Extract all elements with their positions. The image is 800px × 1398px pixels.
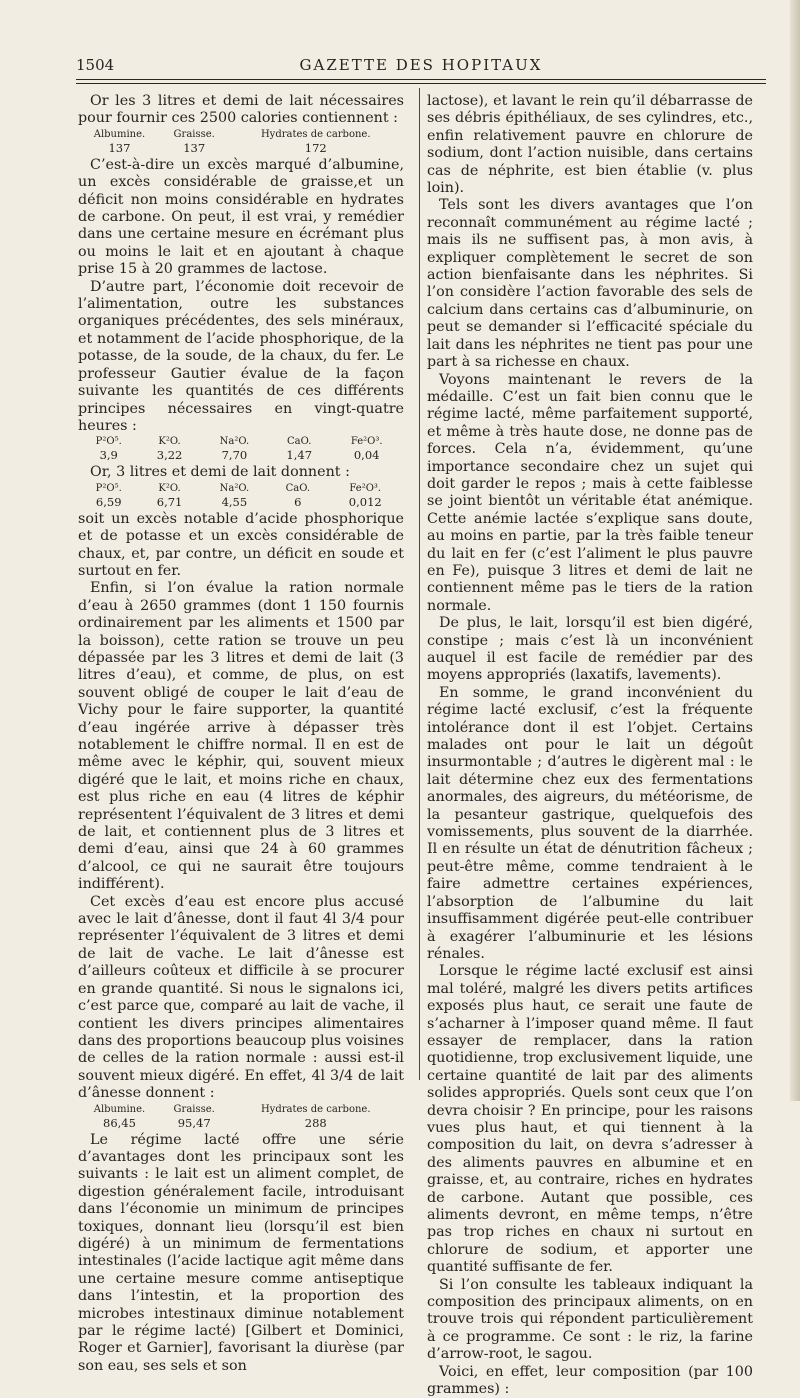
page-edge-shadow — [790, 0, 800, 1101]
table-header: Fe²O³. — [350, 436, 383, 448]
table-header: CaO. — [285, 482, 310, 494]
page-header — [76, 56, 766, 80]
table-header: Albumine. — [93, 1103, 146, 1115]
table-cell: 6,71 — [156, 494, 183, 509]
table-cell: 6,59 — [95, 494, 122, 509]
table-header: Graisse. — [173, 1103, 215, 1115]
paragraph: Cet excès d’eau est encore plus accusé avec le lait d’ânesse, dont il faut 4l 3/4 pour représenter l’équivalent de 3 litres et demi de lait de vache. Le lait d’ânesse est d’ailleurs coûteux et difficile à se procurer en grande quantité. Si nous le signalons ici, c’est parce que, comparé au lait de vache, il contient les divers principes alimentaires dans des proportions beaucoup plus voisines de celles de la ration normale : aussi est-il souvent mieux digéré. En effet, 4l 3/4 de lait d’ânesse donnent : — [78, 893, 404, 1102]
table-cell: 1,47 — [286, 448, 313, 463]
table-header: P²O⁵. — [95, 482, 122, 494]
paragraph: Lorsque le régime lacté exclusif est ainsi mal toléré, malgré les divers petits artifices exposés plus haut, ce serait une faute de s’acharner à l’imposer quand même. Il faut essayer de remplacer, dans la ration quotidienne, trop exclusivement liquide, une certaine quantité de lait par des aliments solides appropriés. Quels sont ceux que l’on devra choisir ? En principe, pour les raisons vues plus haut, et qui tiennent à la composition du lait, on devra s’adresser à des aliments pauvres en albumine et en graisse, et, au contraire, riches en hydrates de carbone. Autant que possible, ces aliments devront, en même temps, n’être pas trop riches en chaux ni surtout en chlorure de sodium, et apporter une quantité suffisante de fer. — [427, 963, 753, 1276]
paragraph: D’autre part, l’économie doit recevoir de l’alimentation, outre les substances organiques précédentes, des sels minéraux, et notamment de l’acide phosphorique, de la potasse, de la soude, de la chaux, du fer. Le professeur Gautier évalue de la façon suivante les quantités de ces différents principes nécessaires en vingt-quatre heures : — [78, 278, 404, 434]
right-column — [427, 93, 753, 1398]
table-header: K²O. — [158, 482, 181, 494]
table-cell: 172 — [304, 140, 327, 155]
donkey-milk-table — [78, 1104, 404, 1130]
table-cell: 86,45 — [103, 1115, 136, 1130]
table-header: Fe²O³. — [349, 482, 382, 494]
table-header: Hydrates de carbone. — [260, 1103, 371, 1115]
column-divider — [419, 88, 420, 1080]
table-cell: 0,012 — [348, 494, 382, 509]
left-column — [78, 93, 404, 1375]
table-header: K²O. — [158, 436, 181, 448]
paragraph: Enfin, si l’on évalue la ration normale d’eau à 2650 grammes (dont 1 150 fournis ordinairement par les aliments et 1500 par la boisson), cette ration se trouve un peu dépassée par les 3 litres et demi de lait (3 litres d’eau), et comme, de plus, on est souvent obligé de couper le lait d’eau de Vichy pour le faire supporter, la quantité d’eau ingérée arrive à dépasser très notablement le chiffre normal. Il en est de même avec le képhir, qui, souvent mieux digéré que le lait, et moins riche en chaux, est plus riche en eau (4 litres de képhir représentent l’équivalent de 3 litres et demi de lait, et contiennent plus de 3 litres et demi d’eau, ainsi que 24 à 60 grammes d’alcool, ce qui ne saurait être toujours indifférent). — [78, 580, 404, 893]
paragraph: Voici, en effet, leur composition (par 100 grammes) : — [427, 1363, 753, 1398]
table-header: P²O⁵. — [95, 436, 122, 448]
table-header: Graisse. — [173, 128, 215, 140]
table-header: Na²O. — [219, 436, 250, 448]
milk-minerals-table — [78, 483, 404, 509]
table-cell: 6 — [294, 494, 302, 509]
paragraph: Le régime lacté offre une série d’avantages dont les principaux sont les suivants : le lait est un aliment complet, de digestion généralement facile, introduisant dans l’économie un minimum de principes toxiques, donnant lieu (lorsqu’il est bien digéré) à un minimum de fermentations intestinales (l’acide lactique agit même dans une certaine mesure comme antiseptique dans l’intestin, et la proportion des microbes intestinaux diminue notablement par le régime lacté) [Gilbert et Dominici, Roger et Garnier], favorisant la diurèse (par son eau, ses sels et son — [78, 1131, 404, 1374]
composition-table-albumine — [78, 129, 404, 155]
table-cell: 0,04 — [353, 448, 380, 463]
table-cell: 137 — [108, 140, 131, 155]
paragraph: lactose), et lavant le rein qu’il débarrasse de ses débris épithéliaux, de ses cylindres, etc., enfin relativement pauvre en chlorure de sodium, dont l’action nuisible, dans certains cas de néphrite, est bien établie (v. plus loin). — [427, 93, 753, 197]
journal-title: GAZETTE DES HOPITAUX — [299, 56, 543, 74]
table-cell: 4,55 — [221, 494, 248, 509]
paragraph: Or les 3 litres et demi de lait nécessaires pour fournir ces 2500 calories contiennent : — [78, 93, 404, 127]
table-header: Na²O. — [219, 482, 250, 494]
header-rule-thin — [76, 83, 766, 84]
table-cell: 3,22 — [156, 448, 183, 463]
header-rule-thick — [76, 79, 766, 80]
table-cell: 137 — [183, 140, 206, 155]
table-cell: 288 — [304, 1115, 327, 1130]
paragraph: En somme, le grand inconvénient du régime lacté exclusif, c’est la fréquente intolérance dont il est l’objet. Certains malades ont pour le lait un dégoût insurmontable ; d’autres le digèrent mal : le lait détermine chez eux des fermentations anormales, des aigreurs, du météorisme, de la pesanteur gastrique, quelquefois des vomissements, plus souvent de la diarrhée. Il en résulte un état de dénutrition fâcheux ; peut-être même, comme tendraient à le faire admettre certaines expériences, l’absorption de l’albumine du lait insuffisamment digérée peut-elle contribuer à exagérer l’albuminurie et les lésions rénales. — [427, 684, 753, 962]
paragraph: Si l’on consulte les tableaux indiquant la composition des principaux aliments, on en trouve trois qui répondent particulièrement à ce programme. Ce sont : le riz, la farine d’arrow-root, le sagou. — [427, 1276, 753, 1363]
table-cell: 3,9 — [99, 448, 118, 463]
mineral-requirements-table — [78, 436, 404, 462]
table-cell: 7,70 — [221, 448, 248, 463]
paragraph: Voyons maintenant le revers de la médaille. C’est un fait bien connu que le régime lacté, même parfaitement supporté, et même à très haute dose, ne donne pas de forces. Cela n’a, évidemment, qu’une importance secondaire chez un sujet qui doit garder le repos ; mais à cette faiblesse se joint bientôt un véritable état anémique. Cette anémie lactée s’explique sans doute, au moins en partie, par la très faible teneur du lait en fer (c’est l’aliment le plus pauvre en Fe), puisque 3 litres et demi de lait ne contiennent même pas le tiers de la ration normale. — [427, 371, 753, 614]
paragraph: Or, 3 litres et demi de lait donnent : — [90, 464, 350, 481]
paragraph: soit un excès notable d’acide phosphorique et de potasse et un excès considérable de chaux, et, par contre, un déficit en soude et surtout en fer. — [78, 510, 404, 579]
table-cell: 95,47 — [177, 1115, 211, 1130]
table-header: Hydrates de carbone. — [260, 128, 371, 140]
paragraph: Tels sont les divers avantages que l’on reconnaît communément au régime lacté ; mais ils ne suffisent pas, à mon avis, à expliquer complètement le secret de son action bienfaisante dans les néphrites. Si l’on considère l’action favorable des sels de calcium dans certains cas d’albuminurie, on peut se demander si l’efficacité spéciale du lait dans les néphrites ne tient pas pour une part à sa richesse en chaux. — [427, 197, 753, 371]
table-header: Albumine. — [93, 128, 146, 140]
page-number: 1504 — [76, 56, 115, 74]
paragraph: De plus, le lait, lorsqu’il est bien digéré, constipe ; mais c’est là un inconvénient auquel il est facile de remédier par des moyens appropriés (laxatifs, lavements). — [427, 615, 753, 684]
table-header: CaO. — [287, 436, 312, 448]
paragraph: C’est-à-dire un excès marqué d’albumine, un excès considérable de graisse,et un déficit non moins considérable en hydrates de carbone. On peut, il est vrai, y remédier dans une certaine mesure en écrémant plus ou moins le lait et en ajoutant à chaque prise 15 à 20 grammes de lactose. — [78, 156, 404, 278]
